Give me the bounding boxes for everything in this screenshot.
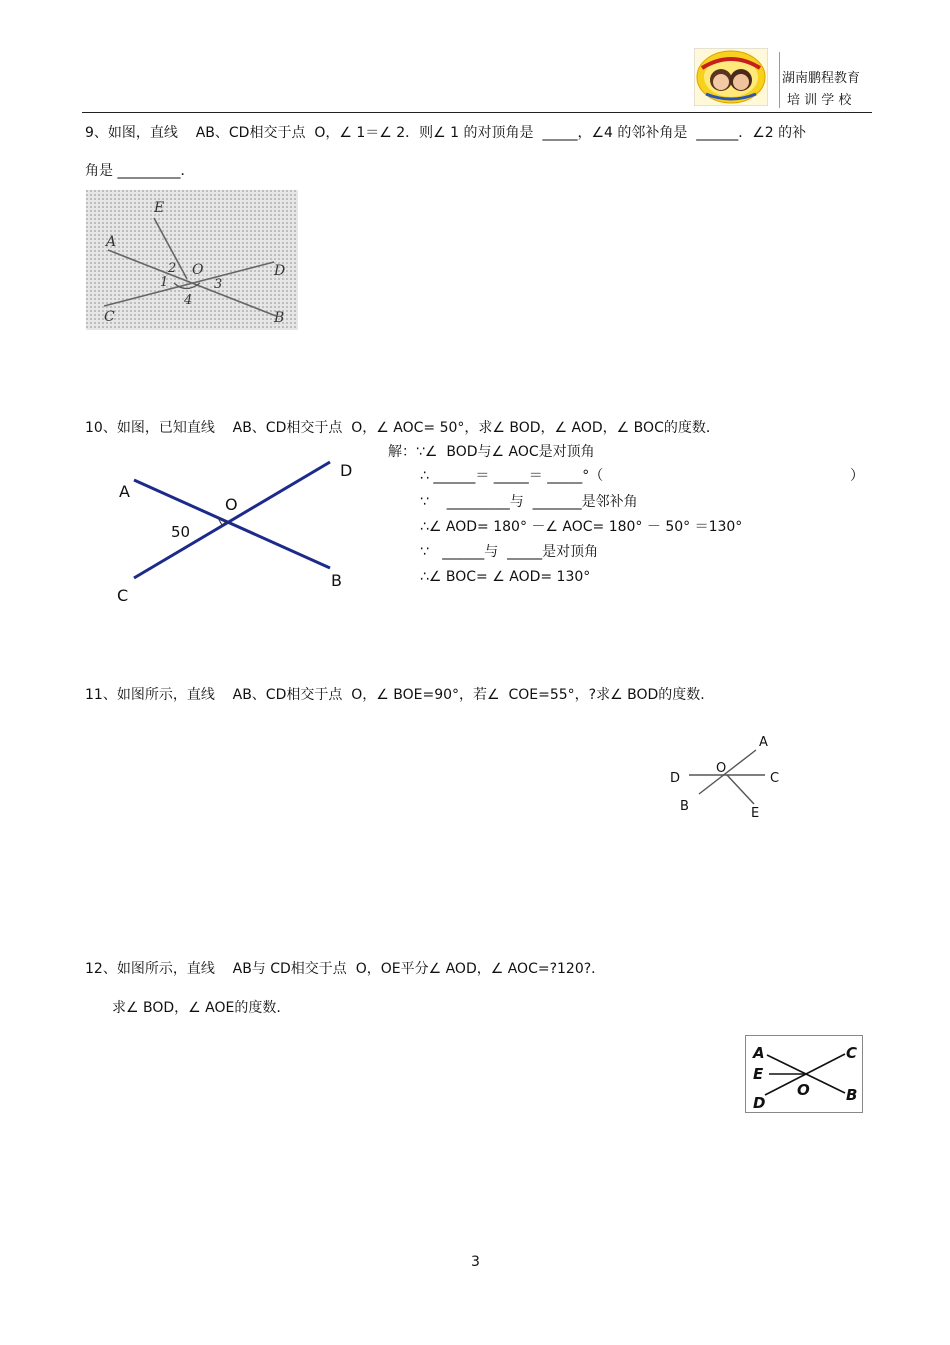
q9-text-line1: 9、如图，直线 AB、CD相交于点 O，∠ 1＝∠ 2．则∠ 1 的对顶角是 _____，∠4 的邻补角是 ______．∠2 的补: [85, 125, 807, 141]
q11-label-b: B: [680, 799, 689, 814]
q9-label-3: 3: [214, 277, 223, 292]
q12-label-b: B: [846, 1086, 858, 1104]
q9-label-d: D: [274, 263, 286, 279]
q12-label-d: D: [753, 1094, 766, 1112]
q9-label-2: 2: [168, 261, 177, 276]
q10-line-cd: [134, 462, 330, 578]
q10-line-ab: [134, 480, 330, 568]
header-rule: [82, 112, 872, 113]
q11-label-e: E: [751, 806, 760, 821]
q11-label-c: C: [770, 771, 780, 786]
q11-label-d: D: [670, 771, 681, 786]
org-subtitle: 培 训 学 校: [787, 93, 852, 108]
q9-figure-svg: [86, 190, 298, 330]
q12-label-a: A: [753, 1044, 765, 1062]
q10-solution-line2: ∴ ______＝ _____＝ _____°（: [420, 468, 604, 484]
q10-label-d: D: [340, 461, 353, 480]
q11-figure: [664, 728, 794, 824]
header-divider: [779, 52, 780, 108]
q12-label-c: C: [846, 1044, 858, 1062]
q12-figure: [745, 1035, 863, 1113]
q9-label-b: B: [274, 310, 285, 326]
q10-figure: [110, 455, 370, 605]
q10-label-b: B: [331, 571, 342, 590]
q10-text: 10、如图，已知直线 AB、CD相交于点 O，∠ AOC= 50°，求∠ BOD，∠ AOD，∠ BOC的度数．: [85, 420, 720, 436]
q10-solution-line5: ∵ ______与 _____是对顶角: [420, 544, 599, 560]
q9-text-line2: 角是 _________．: [85, 163, 195, 179]
page-number: 3: [471, 1254, 480, 1270]
q9-label-1: 1: [160, 275, 169, 290]
q9-label-c: C: [104, 309, 115, 325]
q10-solution-close-paren: ）: [850, 468, 864, 484]
q10-label-o: O: [225, 495, 238, 514]
q11-line-ab: [699, 750, 756, 794]
q10-solution-line4: ∴∠ AOD= 180° －∠ AOC= 180° － 50° ＝130°: [420, 519, 743, 535]
q9-figure: [86, 190, 298, 330]
q12-text-line1: 12、如图所示，直线 AB与 CD相交于点 O，OE平分∠ AOD，∠ AOC=?120?．: [85, 961, 606, 977]
q10-solution-line1: 解：∵∠ BOD与∠ AOC是对顶角: [388, 444, 595, 460]
q10-label-c: C: [117, 586, 129, 605]
q12-figure-svg: [745, 1035, 863, 1113]
q9-label-a: A: [106, 234, 117, 250]
org-name: 湖南鹏程教育: [782, 71, 861, 86]
q12-label-o: O: [797, 1081, 810, 1099]
q9-figure-background: [86, 190, 298, 330]
q11-label-a: A: [759, 735, 768, 750]
q12-text-line2: 求∠ BOD，∠ AOE的度数.: [112, 1000, 281, 1016]
logo-image: [694, 48, 768, 106]
q10-solution-line6: ∴∠ BOC= ∠ AOD= 130°: [420, 569, 591, 585]
q11-figure-svg: [664, 728, 794, 824]
q11-label-o: O: [716, 761, 727, 776]
q10-label-a: A: [119, 482, 130, 501]
q9-label-4: 4: [184, 293, 193, 308]
q9-label-e: E: [154, 200, 165, 216]
q10-label-50: 50: [171, 523, 191, 541]
q9-label-o: O: [192, 262, 204, 278]
q10-solution-line3: ∵ _________与 _______是邻补角: [420, 494, 638, 510]
q11-text: 11、如图所示，直线 AB、CD相交于点 O，∠ BOE=90°，若∠ COE=55°，?求∠ BOD的度数.: [85, 687, 705, 703]
logo: [694, 48, 768, 106]
q12-label-e: E: [753, 1065, 764, 1083]
q11-ray-oe: [727, 775, 754, 804]
q10-figure-svg: [110, 455, 370, 605]
